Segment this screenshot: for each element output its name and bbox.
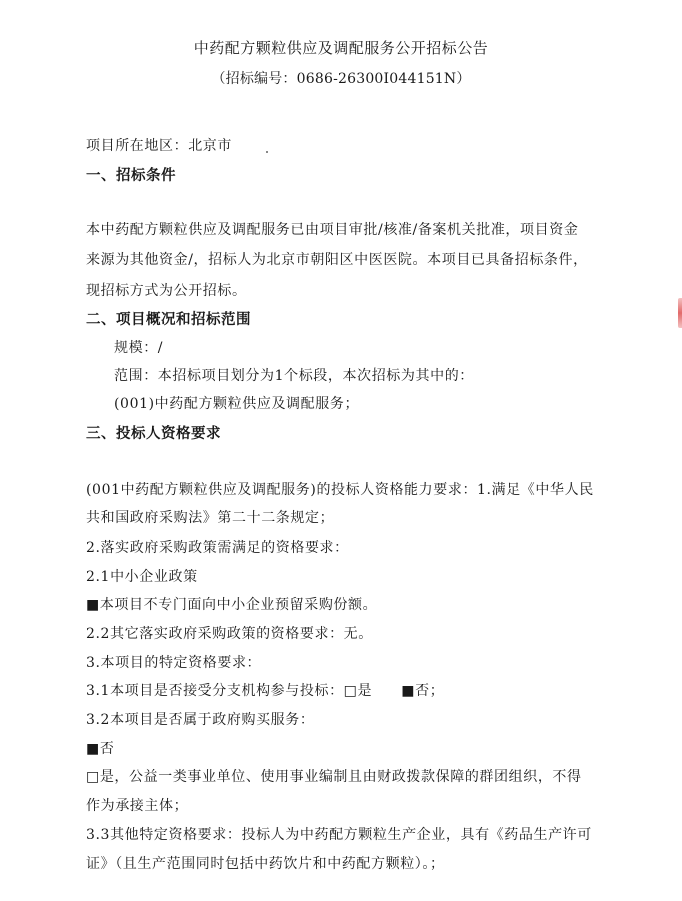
tender-number: （招标编号：0686-26300I044151N）	[211, 71, 471, 87]
section-heading-tender-conditions: 一、招标条件	[86, 168, 176, 184]
section-heading-project-overview: 二、项目概况和招标范围	[86, 312, 251, 328]
project-scope: 范围：本招标项目划分为1个标段，本次招标为其中的：	[114, 368, 474, 384]
section-heading-bidder-qualifications: 三、投标人资格要求	[86, 426, 221, 442]
paragraph-line: 共和国政府采购法》第二十二条规定；	[86, 510, 335, 526]
branch-bidding-checkbox-line: 3.1本项目是否接受分支机构参与投标：□是 ■否；	[86, 683, 445, 699]
paragraph-line: 3.本项目的特定资格要求：	[86, 655, 262, 671]
paragraph-line: 本中药配方颗粒供应及调配服务已由项目审批/核准/备案机关批准，项目资金	[86, 222, 579, 238]
checkbox-yes-line: □是，公益一类事业单位、使用事业编制且由财政拨款保障的群团组织，不得	[86, 769, 582, 785]
paragraph-line: 3.2本项目是否属于政府购买服务：	[86, 712, 315, 728]
paragraph-line: 2.落实政府采购政策需满足的资格要求：	[86, 540, 349, 556]
paragraph-line: 2.1中小企业政策	[86, 569, 198, 585]
paragraph-line: ■本项目不专门面向中小企业预留采购份额。	[86, 597, 378, 613]
checkbox-no-line: ■否	[86, 741, 115, 757]
paragraph-line: 作为承接主体；	[86, 798, 189, 814]
document-title: 中药配方颗粒供应及调配服务公开招标公告	[193, 39, 489, 57]
paragraph-line: 3.3其他特定资格要求：投标人为中药配方颗粒生产企业，具有《药品生产许可	[86, 827, 592, 843]
paragraph-line: (001中药配方颗粒供应及调配服务)的投标人资格能力要求：1.满足《中华人民	[86, 482, 594, 498]
red-seal-edge-mark	[678, 298, 682, 328]
paragraph-line: 2.2其它落实政府采购政策的资格要求：无。	[86, 626, 373, 642]
scan-speck	[266, 151, 268, 153]
paragraph-line: 证》（且生产范围同时包括中药饮片和中药配方颗粒）。；	[86, 856, 445, 872]
project-scale: 规模：/	[114, 340, 164, 356]
paragraph-line: 来源为其他资金/，招标人为北京市朝阳区中医医院。本项目已具备招标条件，	[86, 252, 588, 268]
project-region: 项目所在地区：北京市	[86, 138, 232, 154]
project-lot: (001)中药配方颗粒供应及调配服务；	[114, 396, 360, 412]
paragraph-line: 现招标方式为公开招标。	[86, 283, 247, 299]
